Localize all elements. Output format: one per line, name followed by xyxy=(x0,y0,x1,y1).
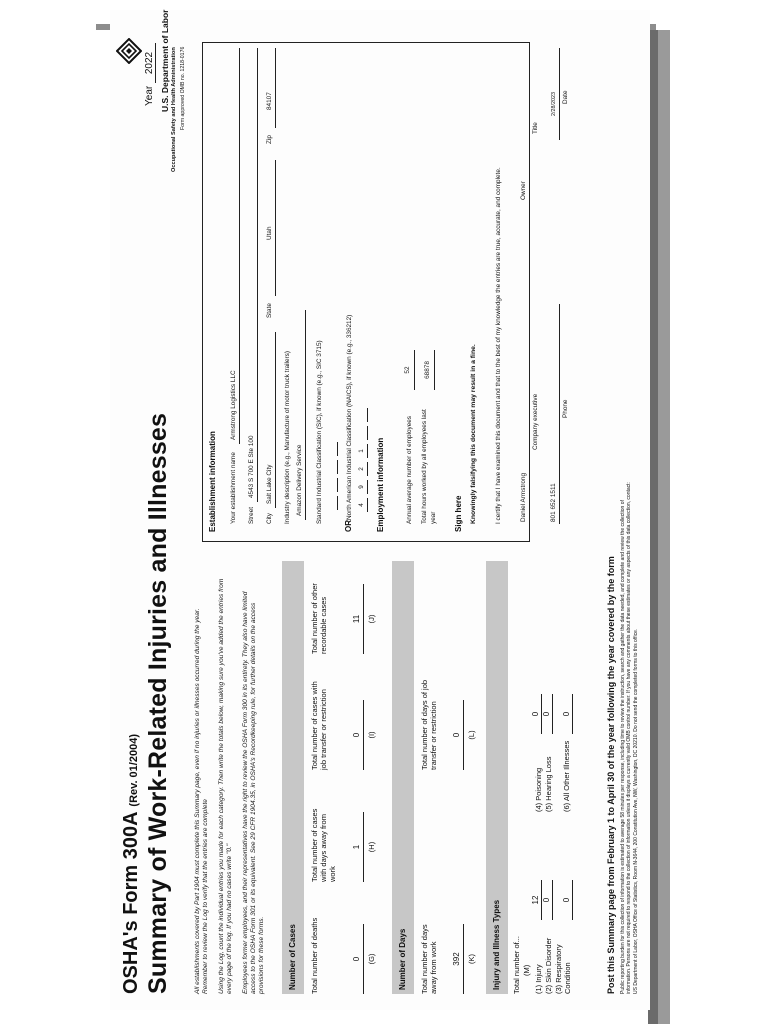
street-value: 4543 S 700 E Ste 100 xyxy=(248,435,255,498)
other-recordable-line xyxy=(363,584,364,654)
city-line xyxy=(275,332,276,508)
establishment-name-value: Armstrong Logistics LLC xyxy=(230,370,237,440)
title-line xyxy=(529,48,530,218)
hearing-loss-value: 0 xyxy=(542,711,551,717)
job-transfer-cases-code: (I) xyxy=(367,731,376,739)
falsify-warning: Knowingly falsifying this document may result in a fine. xyxy=(470,344,477,524)
zip-label: Zip xyxy=(266,135,273,144)
establishment-name-label: Your establishment name xyxy=(230,452,237,524)
instruction-paragraph-3: Employees former employees, and their representatives have the right to review the OSHA Form 300 in its entirety. They also have limited access to the OSHA Form 301 or its equivalent. See 29 CFR 1904.35, in OSHA's Recordkeeping rule, for further details on the access provisions for these forms. xyxy=(242,591,266,994)
avg-employees-line xyxy=(414,350,415,390)
naics-box-5 xyxy=(367,426,368,440)
days-away-value: 392 xyxy=(452,952,461,966)
sic-box-1 xyxy=(337,496,338,510)
days-restriction-code: (L) xyxy=(467,730,476,740)
title-label: Title xyxy=(532,122,539,134)
date-value: 2/28/2023 xyxy=(551,92,557,116)
naics-box-2 xyxy=(367,480,368,494)
naics-label: North American Industrial Classification (NAICS), if known (e.g., 336212) xyxy=(346,314,353,520)
hours-value: 68878 xyxy=(424,361,431,379)
sic-box-4 xyxy=(337,442,338,456)
other-illnesses-label: (6) All Other Illnesses xyxy=(562,740,571,812)
instruction-paragraph-1: All establishments covered by Part 1904 must complete this Summary page, even if no injuries or illnesses occurred during the year. Remember to review the Log to verify that the entries are complete xyxy=(194,608,210,994)
year-value: 2022 xyxy=(144,43,156,83)
deaths-label: Total number of deaths xyxy=(310,917,319,994)
industry-label: Industry description (e.g., Manufacture of motor truck trailers) xyxy=(284,351,291,524)
omb-number: Form approved OMB no. 1218-0176 xyxy=(180,46,186,130)
phone-value: 801 652 1511 xyxy=(550,483,557,522)
naics-box-4 xyxy=(367,444,368,458)
types-intro-code: (M) xyxy=(522,964,531,976)
date-label: Date xyxy=(562,90,569,104)
deaths-code: (G) xyxy=(367,953,376,965)
zip-value: 84107 xyxy=(266,92,273,110)
osha-300a-form xyxy=(110,10,650,1010)
injury-label: (1) Injury xyxy=(534,964,543,994)
naics-digit-4: 1 xyxy=(358,449,365,453)
days-restriction-value: 0 xyxy=(452,732,461,738)
year-field xyxy=(144,43,156,106)
sign-header: Sign here xyxy=(454,495,463,532)
certify-statement: I certify that I have examined this document and that to the best of my knowledge the entries are true, accurate, and complete. xyxy=(495,167,502,524)
zip-line xyxy=(275,48,276,128)
respiratory-value: 0 xyxy=(562,897,571,903)
skin-disorder-label: (2) Skin Disorder xyxy=(544,937,553,994)
other-illnesses-value: 0 xyxy=(562,711,571,717)
job-transfer-cases-value: 0 xyxy=(352,732,361,738)
days-restriction-line xyxy=(463,700,464,770)
street-label: Street xyxy=(248,506,255,524)
other-recordable-code: (J) xyxy=(367,614,376,624)
days-away-line xyxy=(463,924,464,994)
skin-disorder-line xyxy=(552,880,553,920)
or-label: OR xyxy=(344,520,353,532)
executive-name-value: Daniel Armstrong xyxy=(520,472,527,522)
dol-logo-icon xyxy=(116,38,142,64)
deaths-line xyxy=(363,924,364,994)
days-section-header: Number of Days xyxy=(392,561,414,994)
hours-label: Total hours worked by all employees last year xyxy=(421,409,437,524)
types-intro: Total number of... xyxy=(512,936,521,994)
year-label: Year xyxy=(144,85,155,106)
establishment-name-line xyxy=(239,48,240,444)
respiratory-line xyxy=(572,880,573,920)
types-section-header: Injury and Illness Types xyxy=(486,561,508,994)
other-recordable-value: 11 xyxy=(352,614,361,624)
cases-section-header: Number of Cases xyxy=(282,561,304,994)
other-recordable-label: Total number of other recordable cases xyxy=(310,583,328,654)
poisoning-value: 0 xyxy=(531,711,540,717)
injury-value: 12 xyxy=(531,895,540,905)
post-notice: Post this Summary page from February 1 to April 30 of the year following the year covered by the form xyxy=(606,556,616,994)
executive-name-line xyxy=(529,304,530,524)
instruction-paragraph-2: Using the Log, count the individual entries you made for each category. Then write the totals below, making sure you've added the entries from every page of the log. If you had no cases write "0." xyxy=(218,578,234,994)
hearing-loss-line xyxy=(552,694,553,734)
naics-box-3 xyxy=(367,462,368,476)
other-illnesses-line xyxy=(572,694,573,734)
sic-box-2 xyxy=(337,478,338,492)
city-value: Salt Lake City xyxy=(266,464,273,504)
avg-employees-value: 52 xyxy=(404,366,411,374)
respiratory-label: (3) Respiratory Condition xyxy=(554,944,572,994)
days-away-cases-line xyxy=(363,812,364,882)
days-away-cases-code: (H) xyxy=(367,841,376,853)
naics-digit-2: 9 xyxy=(358,485,365,489)
naics-box-1 xyxy=(367,498,368,512)
days-away-cases-value: 1 xyxy=(352,844,361,850)
date-line xyxy=(559,48,560,140)
scan-edge-light xyxy=(658,30,670,1024)
employment-header: Employment information xyxy=(376,437,385,532)
industry-value: Amazon Delivery Service xyxy=(296,444,303,516)
agency-name: Occupational Safety and Health Administration xyxy=(171,47,177,172)
street-line xyxy=(257,48,258,502)
days-away-cases-label: Total number of cases with days away from work xyxy=(310,808,337,882)
state-label: State xyxy=(266,303,273,318)
deaths-value: 0 xyxy=(352,956,361,962)
days-away-code: (K) xyxy=(467,954,476,964)
industry-line xyxy=(305,310,306,520)
naics-digit-3: 2 xyxy=(358,467,365,471)
department-name: U.S. Department of Labor xyxy=(160,9,170,112)
phone-line xyxy=(559,304,560,524)
summary-title: Summary of Work-Related Injuries and Illnesses xyxy=(144,412,172,994)
establishment-header: Establishment information xyxy=(208,431,217,532)
executive-name-label: Company executive xyxy=(532,393,539,450)
job-transfer-cases-label: Total number of cases with job transfer or restriction xyxy=(310,681,328,770)
hours-line xyxy=(434,350,435,390)
hearing-loss-label: (5) Hearing Loss xyxy=(544,756,553,812)
city-label: City xyxy=(266,512,273,524)
poisoning-label: (4) Poisoning xyxy=(534,767,543,812)
phone-label: Phone xyxy=(562,399,569,418)
state-value: Utah xyxy=(266,226,273,240)
title-value: Owner xyxy=(520,181,527,200)
burden-statement: Public reporting burden for this collection of information is estimated to average 58 minutes per response, including time to review the instruction, search and gather the data needed, and complete and review the collection of information. Persons are not required to respond to the collection of information unless it displays a currently valid OMB control number. If you have any comments about these estimates or any aspects of this data collection, contact: US Department of Labor, OSHA Office of Statistics, Room N-3644, 200 Constitution Ave, NW, Washington, DC 20210. Do not send the completed forms to this office. xyxy=(620,482,639,994)
days-away-label: Total number of days away from work xyxy=(420,924,438,994)
days-restriction-label: Total number of days of job transfer or restriction xyxy=(420,679,438,770)
form-title xyxy=(120,734,143,994)
avg-employees-label: Annual average number of employees xyxy=(406,416,413,524)
state-line xyxy=(275,160,276,296)
job-transfer-cases-line xyxy=(363,700,364,770)
skin-disorder-value: 0 xyxy=(542,897,551,903)
form-title-text: OSHA's Form 300A xyxy=(120,812,142,994)
form-revision: (Rev. 01/2004) xyxy=(128,734,140,807)
naics-digit-1: 4 xyxy=(358,503,365,507)
naics-box-6 xyxy=(367,408,368,422)
sic-box-3 xyxy=(337,460,338,474)
sic-label: Standard Industrial Classification (SIC), if known (e.g., SIC 3715) xyxy=(316,340,323,524)
